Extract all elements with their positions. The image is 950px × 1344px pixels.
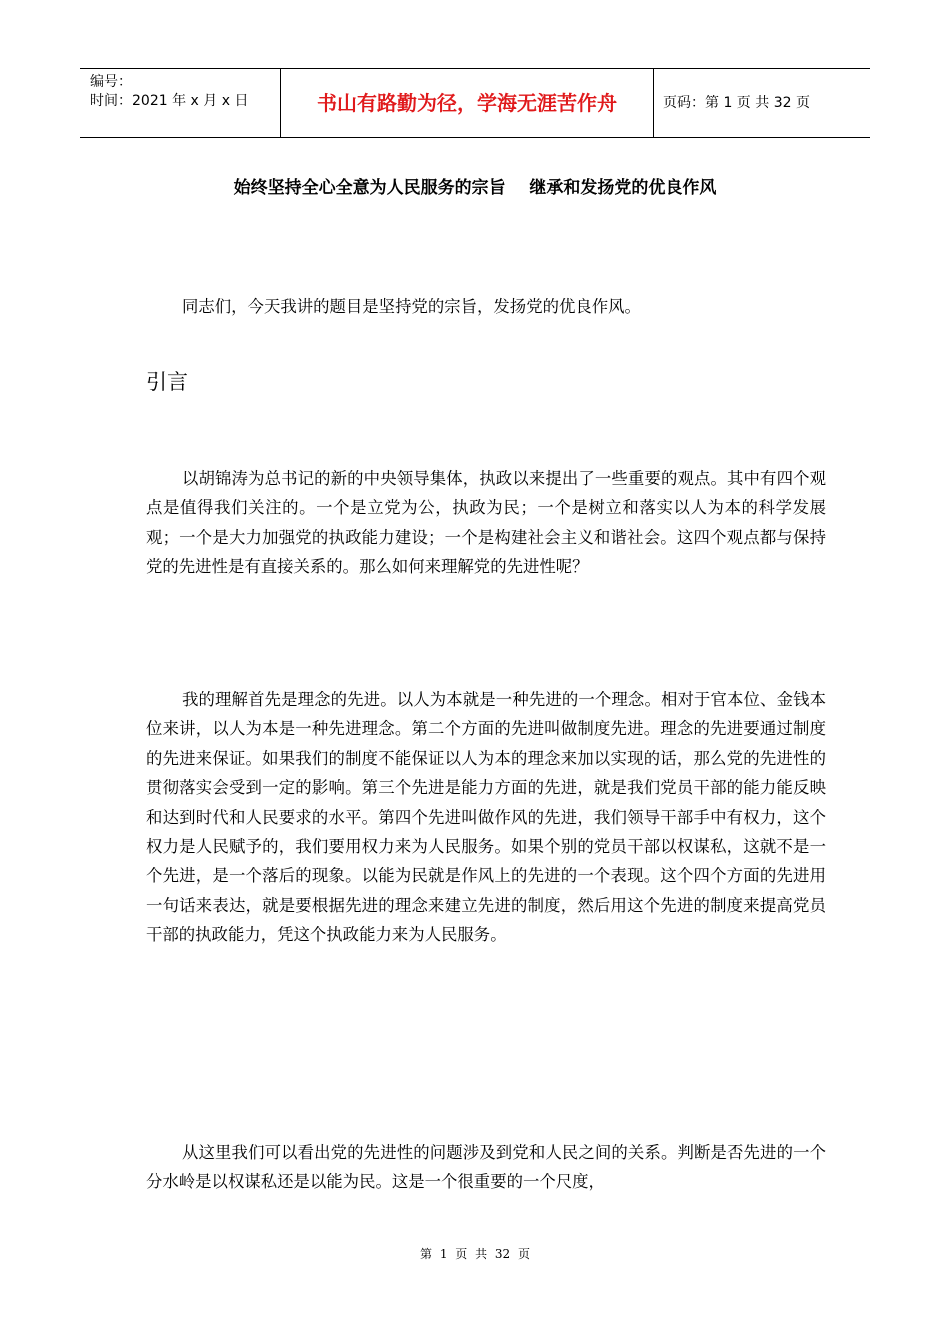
document-title: 始终坚持全心全意为人民服务的宗旨 继承和发扬党的优良作风 [233, 178, 717, 198]
header-page-info: 页码：第 1 页 共 32 页 [663, 95, 810, 111]
header-motto-cell [280, 69, 654, 137]
page-footer: 第 1 页 共 32 页 [420, 1247, 530, 1261]
header-info-cell [80, 69, 280, 137]
header-motto: 书山有路勤为径，学海无涯苦作舟 [317, 91, 617, 115]
intro-paragraph: 同志们，今天我讲的题目是坚持党的宗旨，发扬党的优良作风。 [182, 297, 641, 316]
header-page-cell [653, 69, 870, 137]
section-heading: 引言 [146, 370, 188, 394]
body-paragraph: 以胡锦涛为总书记的新的中央领导集体，执政以来提出了一些重要的观点。其中有四个观点是值得我们关注的。一个是立党为公，执政为民；一个是树立和落实以人为本的科学发展观；一个是大力加强党的执政能力建设；一个是构建社会主义和谐社会。这四个观点都与保持党的先进性是有直接关系的。那么如何来理解党的先进性呢？ [146, 469, 826, 577]
header-table [80, 68, 870, 138]
document-number-label: 编号： [90, 74, 132, 90]
document-date-label: 时间：2021 年 x 月 x 日 [90, 93, 249, 109]
body-paragraph: 从这里我们可以看出党的先进性的问题涉及到党和人民之间的关系。判断是否先进的一个分水岭是以权谋私还是以能为民。这是一个很重要的一个尺度， [146, 1143, 826, 1192]
body-paragraph: 我的理解首先是理念的先进。以人为本就是一种先进的一个理念。相对于官本位、金钱本位来讲，以人为本是一种先进理念。第二个方面的先进叫做制度先进。理念的先进要通过制度的先进来保证。如果我们的制度不能保证以人为本的理念来加以实现的话，那么党的先进性的贯彻落实会受到一定的影响。第三个先进是能力方面的先进，就是我们党员干部的能力能反映和达到时代和人民要求的水平。第四个先进叫做作风的先进，我们领导干部手中有权力，这个权力是人民赋予的，我们要用权力来为人民服务。如果个别的党员干部以权谋私，这就不是一个先进，是一个落后的现象。以能为民就是作风上的先进的一个表现。这个四个方面的先进用一句话来表达，就是要根据先进的理念来建立先进的制度，然后用这个先进的制度来提高党员干部的执政能力，凭这个执政能力来为人民服务。 [146, 690, 826, 945]
